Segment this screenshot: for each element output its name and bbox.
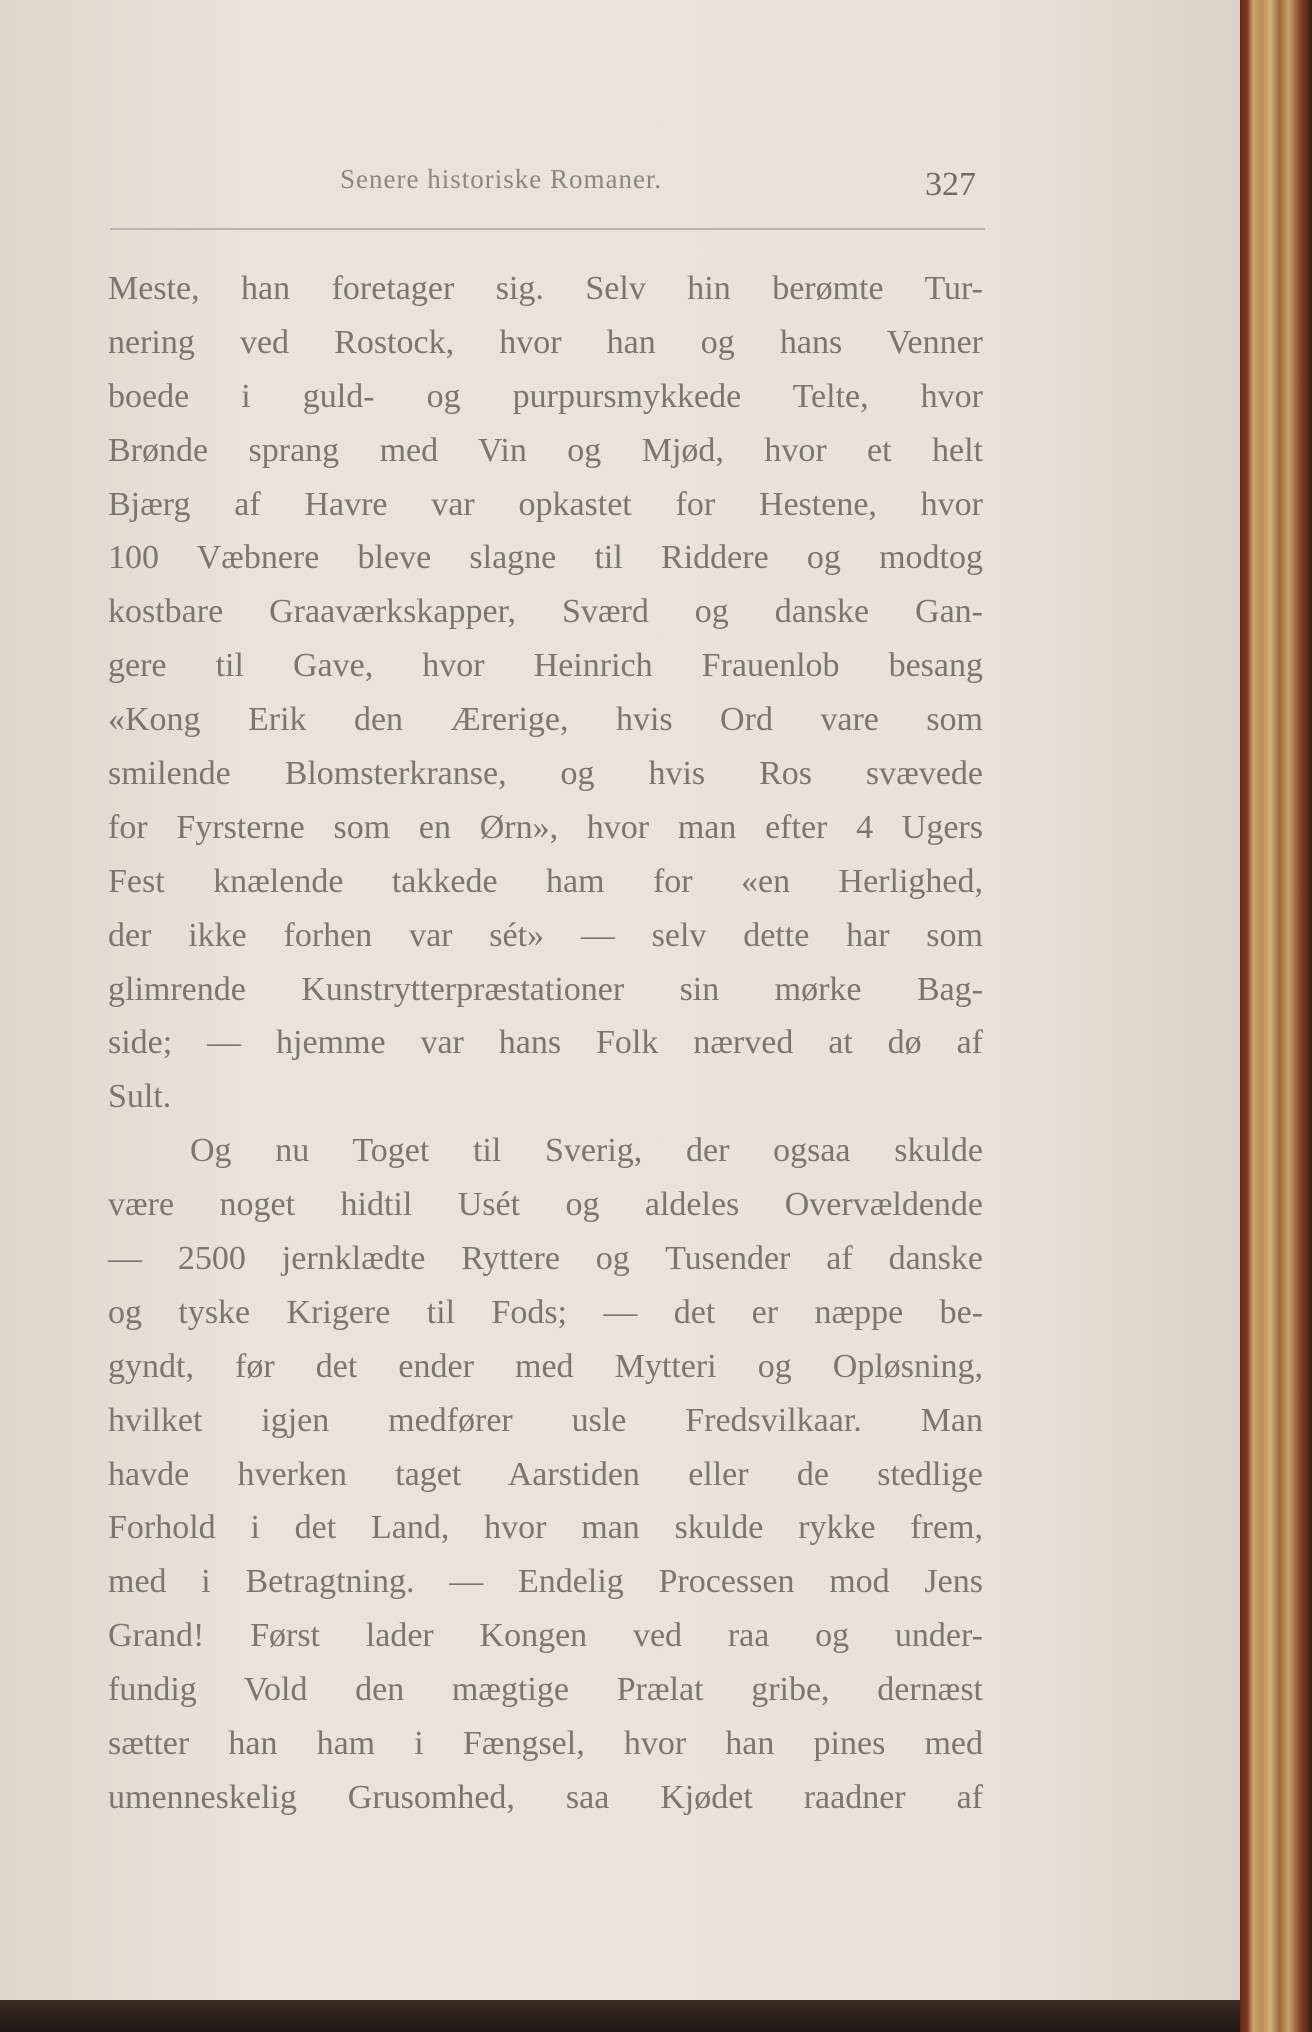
paragraph-1 xyxy=(108,262,983,1124)
running-head xyxy=(110,150,990,220)
text-line: Brønde sprang med Vin og Mjød, hvor et helt xyxy=(108,431,983,469)
page-edges xyxy=(1240,0,1312,2032)
text-line: sætter han ham i Fængsel, hvor han pines med xyxy=(108,1725,983,1763)
text-line: Og nu Toget til Sverig, der ogsaa skulde xyxy=(190,1132,983,1170)
body-text xyxy=(108,262,983,1825)
page-number: 327 xyxy=(925,166,976,203)
paragraph-2 xyxy=(108,1124,983,1825)
text-line: havde hverken taget Aarstiden eller de stedlige xyxy=(108,1455,983,1493)
bottom-shadow xyxy=(0,2000,1240,2032)
text-line: gyndt, før det ender med Mytteri og Opløsning, xyxy=(108,1347,983,1385)
text-line: side; — hjemme var hans Folk nærved at dø af xyxy=(108,1024,983,1062)
text-line: Bjærg af Havre var opkastet for Hestene, hvor xyxy=(108,485,983,523)
text-line: kostbare Graaværkskapper, Sværd og danske Gan- xyxy=(108,593,983,631)
text-line: Fest knælende takkede ham for «en Herlighed, xyxy=(108,862,983,900)
text-line: der ikke forhen var sét» — selv dette har som xyxy=(108,916,983,954)
text-line: være noget hidtil Usét og aldeles Overvældende xyxy=(108,1186,983,1224)
running-title: Senere historiske Romaner. xyxy=(340,164,663,194)
text-line: — 2500 jernklædte Ryttere og Tusender af danske xyxy=(108,1240,983,1278)
text-line: Grand! Først lader Kongen ved raa og under- xyxy=(108,1617,983,1655)
text-line: nering ved Rostock, hvor han og hans Venner xyxy=(108,323,983,361)
text-line: fundig Vold den mægtige Prælat gribe, dernæst xyxy=(108,1671,983,1709)
text-line: Sult. xyxy=(108,1078,172,1116)
text-line: hvilket igjen medfører usle Fredsvilkaar. Man xyxy=(108,1401,983,1439)
text-line: «Kong Erik den Ærerige, hvis Ord vare som xyxy=(108,701,983,739)
text-line: Meste, han foretager sig. Selv hin berømte Tur- xyxy=(108,270,983,307)
text-line: og tyske Krigere til Fods; — det er næppe be- xyxy=(108,1293,983,1331)
text-line: Forhold i det Land, hvor man skulde rykke frem, xyxy=(108,1509,983,1547)
text-line: glimrende Kunstrytterpræstationer sin mørke Bag- xyxy=(108,970,983,1008)
text-line: smilende Blomsterkranse, og hvis Ros svævede xyxy=(108,755,983,793)
text-line: med i Betragtning. — Endelig Processen mod Jens xyxy=(108,1563,983,1601)
text-line: umenneskelig Grusomhed, saa Kjødet raadner af xyxy=(108,1778,983,1816)
text-line: gere til Gave, hvor Heinrich Frauenlob besang xyxy=(108,647,983,685)
text-line: 100 Væbnere bleve slagne til Riddere og modtog xyxy=(108,539,983,577)
text-line: for Fyrsterne som en Ørn», hvor man efter 4 Ugers xyxy=(108,808,983,846)
text-line: boede i guld- og purpursmykkede Telte, hvor xyxy=(108,377,983,415)
header-rule xyxy=(110,228,985,230)
